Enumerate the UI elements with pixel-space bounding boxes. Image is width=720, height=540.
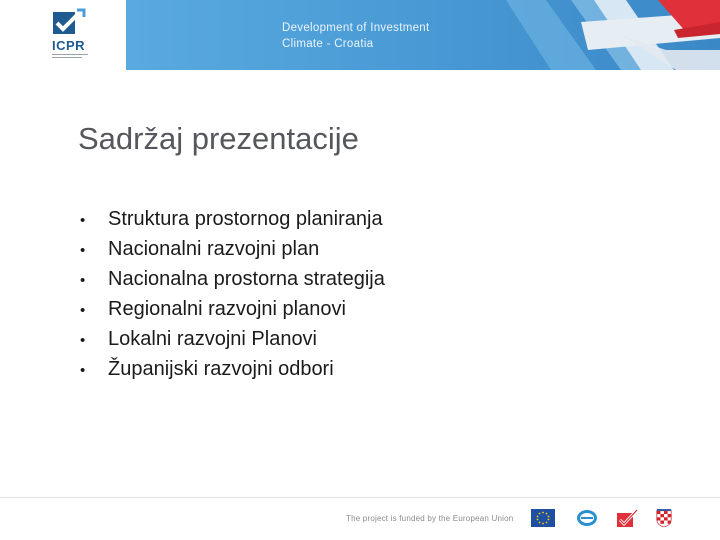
footer-divider xyxy=(0,497,720,498)
agenda-item xyxy=(80,235,385,265)
agenda-item xyxy=(80,295,385,325)
banner-title xyxy=(282,20,430,52)
logo-subtitle-lines xyxy=(52,54,88,60)
icpr-logo xyxy=(44,8,104,64)
funding-notice: The project is funded by the European Union xyxy=(346,514,514,523)
croatia-coat-of-arms-icon xyxy=(656,509,672,527)
header-banner xyxy=(126,0,720,70)
agenda-item-label: Struktura prostornog planiranja xyxy=(108,208,383,230)
logo-label: ICPR xyxy=(52,38,86,53)
agenda-item-label: Regionalni razvojni planovi xyxy=(108,298,346,320)
banner-line-2: Climate - Croatia xyxy=(282,38,374,50)
agenda-list xyxy=(80,205,385,385)
agenda-item-label: Nacionalna prostorna strategija xyxy=(108,268,385,290)
bullet-icon: • xyxy=(80,332,86,349)
agenda-item-label: Lokalni razvojni Planovi xyxy=(108,328,318,350)
agenda-item xyxy=(80,355,385,385)
slide-header xyxy=(0,0,720,70)
bullet-icon: • xyxy=(80,212,86,229)
agenda-item-label: Županijski razvojni odbori xyxy=(108,358,334,380)
agenda-item xyxy=(80,325,385,355)
eu-flag-icon xyxy=(531,509,555,527)
agenda-item xyxy=(80,205,385,235)
banner-line-1: Development of Investment xyxy=(282,22,430,34)
agenda-item xyxy=(80,265,385,295)
checkmark-logo-icon xyxy=(53,8,87,36)
bullet-icon: • xyxy=(80,272,86,289)
partner-logo-icon xyxy=(576,509,598,527)
bullet-icon: • xyxy=(80,242,86,259)
slide-title: Sadržaj prezentacije xyxy=(78,121,359,156)
check-logo-icon xyxy=(617,509,639,527)
bullet-icon: • xyxy=(80,362,86,379)
agenda-item-label: Nacionalni razvojni plan xyxy=(108,238,320,260)
bullet-icon: • xyxy=(80,302,86,319)
